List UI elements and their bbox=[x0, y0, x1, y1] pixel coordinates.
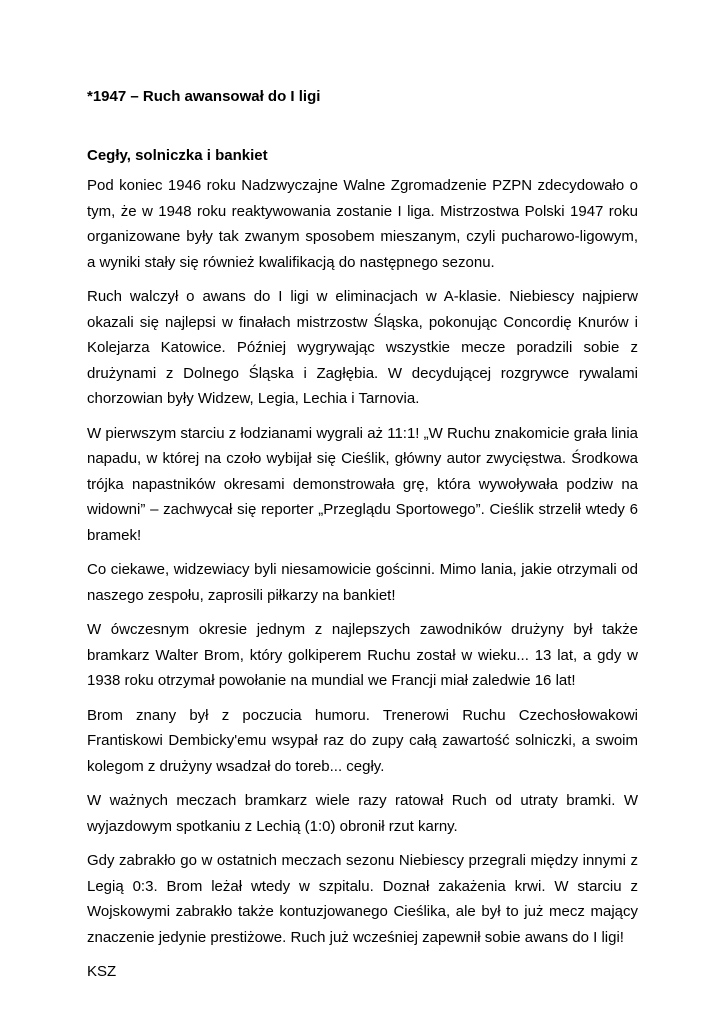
paragraph: Brom znany był z poczucia humoru. Trenerowi Ruchu Czechosłowakowi Frantiskowi Dembicky'emu wsypał raz do zupy całą zawartość solniczki, a swoim kolegom z drużyny wsadzał do toreb... cegły. bbox=[87, 706, 638, 775]
paragraph: Gdy zabrakło go w ostatnich meczach sezonu Niebiescy przegrali między innymi z Legią 0:3. Brom leżał wtedy w szpitalu. Doznał zakażenia krwi. W starciu z Wojskowymi zabrakło także kontuzjowanego Cieślika, ale był to już mecz mający znaczenie jedynie prestiżowe. Ruch już wcześniej zapewnił sobie awans do I ligi! bbox=[87, 852, 638, 946]
paragraph: W ważnych meczach bramkarz wiele razy ratował Ruch od utraty bramki. W wyjazdowym spotkaniu z Lechią (1:0) obronił rzut karny. bbox=[87, 792, 638, 835]
author-signature: KSZ bbox=[87, 963, 117, 980]
document-title: *1947 – Ruch awansował do I ligi bbox=[87, 88, 321, 105]
paragraph: W pierwszym starciu z łodzianami wygrali aż 11:1! „W Ruchu znakomicie grała linia napadu, w której na czoło wybijał się Cieślik, główny autor zwycięstwa. Środkowa trójka napastników okresami demonstrowała grę, która wywoływała podziw na widowni” – zachwycał się reporter „Przeglądu Sportowego”. Cieślik strzelił wtedy 6 bramek! bbox=[87, 424, 638, 544]
document-subtitle: Cegły, solniczka i bankiet bbox=[87, 147, 268, 164]
paragraph: Ruch walczył o awans do I ligi w eliminacjach w A-klasie. Niebiescy najpierw okazali się najlepsi w finałach mistrzostw Śląska, pokonując Concordię Knurów i Kolejarza Katowice. Później wygrywając wszystkie mecze poradzili sobie z drużynami z Dolnego Śląska i Zagłębia. W decydującej rozgrywce rywalami chorzowian były Widzew, Legia, Lechia i Tarnovia. bbox=[87, 288, 638, 407]
paragraph: Pod koniec 1946 roku Nadzwyczajne Walne Zgromadzenie PZPN zdecydowało o tym, że w 1948 roku reaktywowania zostanie I liga. Mistrzostwa Polski 1947 roku organizowane były tak zwanym sposobem mieszanym, czyli pucharowo-ligowym, a wyniki stały się również kwalifikacją do następnego sezonu. bbox=[87, 177, 638, 271]
paragraph: Co ciekawe, widzewiacy byli niesamowicie gościnni. Mimo lania, jakie otrzymali od naszego zespołu, zaprosili piłkarzy na bankiet! bbox=[87, 561, 638, 604]
paragraph: W ówczesnym okresie jednym z najlepszych zawodników drużyny był także bramkarz Walter Brom, który golkiperem Ruchu został w wieku... 13 lat, a gdy w 1938 roku otrzymał powołanie na mundial we Francji miał zaledwie 16 lat! bbox=[87, 621, 638, 689]
article-body bbox=[87, 173, 638, 985]
